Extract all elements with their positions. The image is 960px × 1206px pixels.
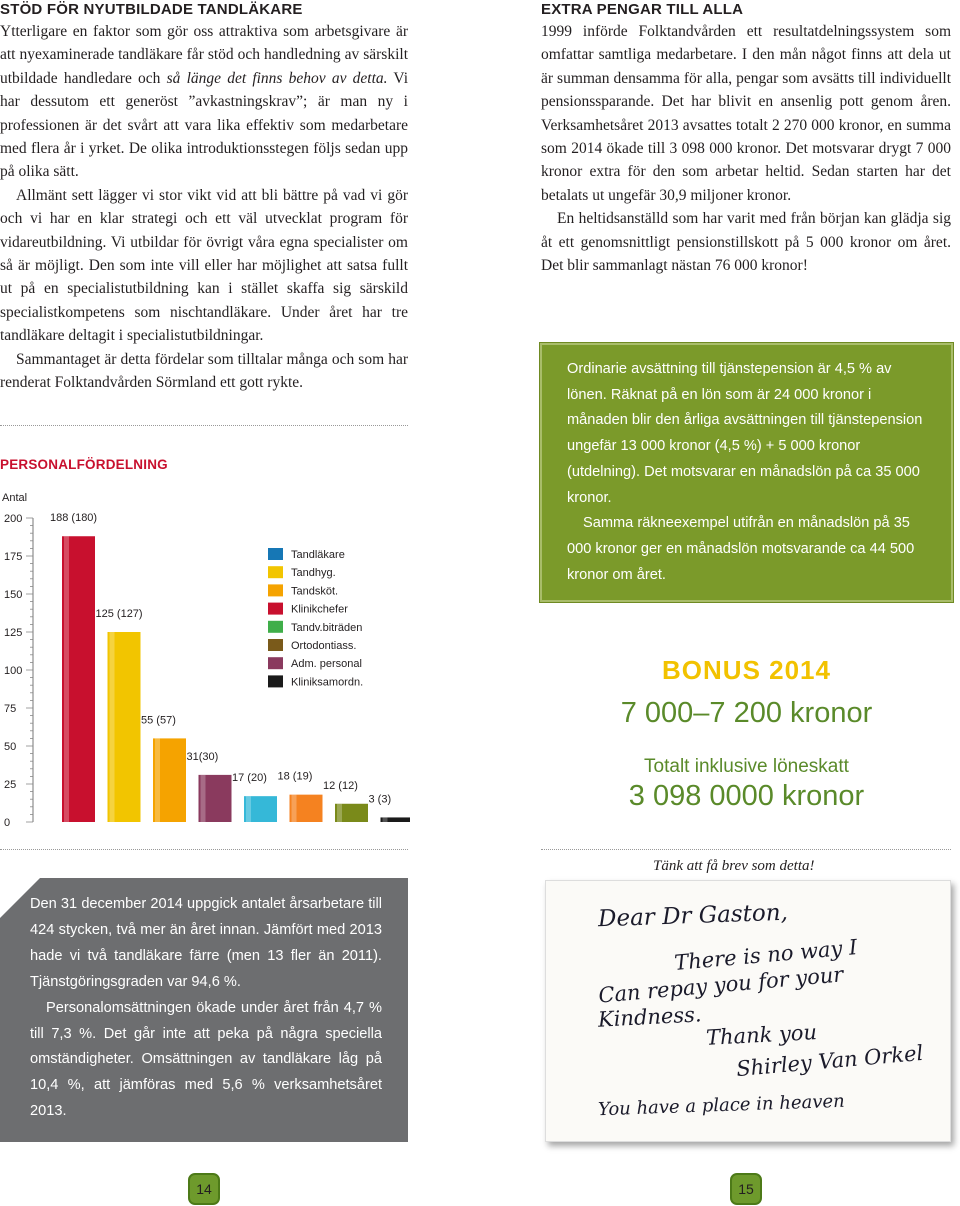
pension-example-paragraph-1: Ordinarie avsättning till tjänstepension är 4,5 % av lönen. Räknat på en lön som är 24 000 kronor i månaden blir den årliga avsättningen till tjänstepension ungefär 13 000 kronor (4,5 %) + 5 000 kronor (utdelning). Det motsvarar en månadslön på ca 35 000 kronor.: [567, 361, 923, 506]
section-heading-support: STÖD FÖR NYUTBILDADE TANDLÄKARE: [0, 1, 303, 18]
bar-data-label: 31(30): [186, 750, 219, 763]
letter-caption: Tänk att få brev som detta!: [653, 858, 815, 874]
bar-data-label: 3 (3): [368, 793, 392, 806]
bonus-title: BONUS 2014: [662, 655, 831, 685]
y-tick-label: 150: [4, 589, 23, 601]
bar-data-label: 188 (180): [50, 512, 98, 525]
legend-swatch: [268, 657, 283, 669]
y-tick-label: 75: [4, 703, 17, 715]
extra-money-paragraph-1: 1999 införde Folktandvården ett resultatdelningssystem som omfattar samtliga medarbetare. I den mån något finns att dela ut är summan densamma för alla, pengar som avsätts till individuellt pensionssparande. Det har blivit en ansenlig pott genom åren. Verksamhetsåret 2013 avsattes totalt 2 270 000 kronor, en summa som 2014 ökade till 3 098 000 kronor. Det motsvarar drygt 7 000 kronor extra för den som arbetar heltid. Sedan starten har det betalats ut ungefär 30,9 miljoner kronor.: [541, 23, 951, 204]
legend-label: Ortodontiass.: [291, 640, 357, 652]
extra-money-paragraph-2: En heltidsanställd som har varit med från början kan glädja sig åt ett genomsnittligt pensionstillskott på 5 000 kronor om året. Det blir sammanlagt nästan 76 000 kronor!: [541, 210, 951, 275]
letter-line-7: You have a place in heaven: [597, 1090, 846, 1121]
staff-summary-paragraph-2: Personalomsättningen ökade under året från 4,7 % till 7,3 %. Det går inte att peka på några speciella omständigheter. Omsättningen av tandläkare låg på 10,4 %, att jämföras med 5,6 % verksamhetsåret 2013.: [30, 999, 382, 1120]
y-tick-label: 200: [4, 513, 23, 525]
extra-money-text: [541, 20, 951, 277]
support-text: [0, 20, 408, 395]
staff-summary-box: [0, 878, 408, 1142]
bar-highlight: [337, 804, 342, 822]
legend-swatch: [268, 584, 283, 596]
section-heading-extra-money: EXTRA PENGAR TILL ALLA: [541, 1, 744, 18]
support-paragraph-3: Sammantaget är detta fördelar som tilltalar många och som har renderat Folktandvården Sörmland ett gott rykte.: [0, 350, 408, 392]
bar-data-label: 12 (12): [323, 779, 358, 792]
page-number-left: 14: [188, 1173, 220, 1205]
bonus-total: 3 098 0000 kronor: [628, 780, 865, 812]
bar-highlight: [155, 738, 160, 822]
bar-highlight: [64, 536, 69, 822]
staff-summary-paragraph-1: Den 31 december 2014 uppgick antalet årsarbetare till 424 stycken, två mer än året innan. Jämfört med 2013 hade vi två tandläkare färre (men 13 fler än 2011). Tjänstgöringsgraden var 94,6 %.: [30, 896, 382, 990]
legend-label: Tandhyg.: [291, 567, 336, 580]
legend-swatch: [268, 603, 283, 615]
bar-data-label: 18 (19): [277, 770, 313, 783]
legend-label: Adm. personal: [291, 658, 362, 671]
bar-highlight: [246, 796, 251, 822]
bar-highlight: [383, 817, 388, 822]
divider: [0, 849, 408, 850]
letter-line-2: There is no way I: [673, 935, 859, 975]
legend-swatch: [268, 621, 283, 633]
pension-example-paragraph-2: Samma räkneexempel utifrån en månadslön på 35 000 kronor ger en månadslön motsvarande ca 44 500 kronor om året.: [567, 515, 915, 583]
staff-distribution-chart: [0, 430, 410, 840]
chart-heading: PERSONALFÖRDELNING: [0, 457, 168, 472]
letter-line-5: Thank you: [705, 1020, 818, 1050]
bar-highlight: [110, 632, 115, 822]
legend-label: Kliniksamordn.: [291, 676, 364, 689]
letter-line-3: Can repay you for your: [597, 962, 845, 1008]
letter-line-1: Dear Dr Gaston,: [597, 899, 789, 933]
y-tick-label: 100: [4, 665, 23, 677]
staff-summary-text: [30, 892, 382, 1125]
legend-swatch: [268, 675, 283, 687]
legend-label: Klinikchefer: [291, 603, 348, 616]
pension-example-box: [540, 343, 953, 602]
y-tick-label: 25: [4, 779, 17, 791]
letter-line-4: Kindness.: [597, 1002, 703, 1032]
support-paragraph-1: Ytterligare en faktor som gör oss attraktiva som arbetsgivare är att nyexaminerade tandläkare får stöd och handledning av särskilt utbildade handledare och så länge det finns behov av detta. Vi har dessutom ett generöst ”avkastningskrav”; är man ny i professionen är det svårt att vara lika effektiv som medarbetare med flera år i yrket. De olika introduktionsstegen följs sedan upp på olika sätt.: [0, 23, 409, 181]
legend-swatch: [268, 566, 283, 578]
bar-highlight: [292, 795, 297, 822]
y-tick-label: 50: [4, 741, 17, 753]
support-paragraph-2: Allmänt sett lägger vi stor vikt vid att bli bättre på vad vi gör och vi har en klar strategi och ett väl utvecklat program för vidareutbildning. Vi utbildar för övrigt våra egna specialister om så är möjligt. Den som inte vill eller har möjlighet att satsa fullt ut på en specialistutbildning kan i stället skaffa sig särskild specialistkompetens som nischtandläkare. Under året har tre tandläkare deltagit i specialistutbildningar.: [0, 186, 408, 345]
bonus-subtitle: Totalt inklusive löneskatt: [644, 756, 849, 777]
legend-label: Tandv.biträden: [291, 621, 363, 634]
divider: [0, 425, 408, 426]
y-axis-label: Antal: [2, 492, 28, 504]
bar-highlight: [201, 775, 206, 822]
legend-label: Tandsköt.: [291, 585, 339, 598]
y-tick-label: 125: [4, 627, 23, 639]
y-tick-label: 175: [4, 551, 23, 563]
pension-example-text: [567, 357, 932, 588]
handwritten-letter: [545, 880, 951, 1142]
bar-data-label: 17 (20): [232, 772, 267, 785]
bar-data-label: 55 (57): [141, 714, 176, 727]
y-tick-label: 0: [4, 817, 11, 829]
bonus-amount: 7 000–7 200 kronor: [620, 697, 873, 729]
letter-line-6: Shirley Van Orkel: [735, 1040, 925, 1082]
legend-label: Tandläkare: [291, 549, 345, 561]
legend-swatch: [268, 548, 283, 560]
bar-data-label: 125 (127): [95, 608, 143, 620]
page-number-right: 15: [730, 1173, 762, 1205]
divider: [541, 849, 951, 850]
legend-swatch: [268, 639, 283, 651]
